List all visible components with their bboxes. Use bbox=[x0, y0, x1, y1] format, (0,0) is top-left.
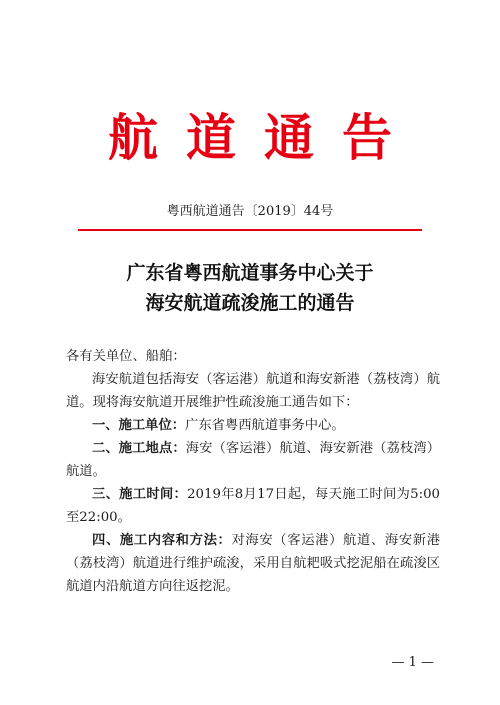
intro-paragraph: 海安航道包括海安（客运港）航道和海安新港（荔枝湾）航道。现将海安航道开展维护性疏浚施工通告如下： bbox=[66, 372, 440, 410]
notice-body bbox=[66, 345, 440, 598]
section-heading: 四、施工内容和方法： bbox=[92, 533, 232, 548]
red-divider-line bbox=[78, 229, 422, 231]
section-text: 对海安（客运港）航道、海安新港（荔枝湾）航道进行维护疏浚，采用自航耙吸式挖泥船在疏浚区航道内沿航道方向往返挖泥。 bbox=[66, 533, 441, 594]
section-text: 海安（客运港）航道、海安新港（荔枝湾）航道。 bbox=[66, 441, 441, 479]
section-text: 广东省粤西航道事务中心。 bbox=[185, 418, 345, 433]
masthead-title: 航道通告 bbox=[108, 108, 420, 167]
salutation: 各有关单位、船舶： bbox=[66, 349, 186, 364]
notice-title-line-2: 海安航道疏浚施工的通告 bbox=[145, 292, 355, 314]
section-construction-time bbox=[66, 483, 440, 529]
section-heading: 三、施工时间： bbox=[92, 487, 188, 502]
section-text: 2019年8月17日起，每天施工时间为5:00至22:00。 bbox=[66, 487, 440, 525]
section-heading: 二、施工地点： bbox=[92, 441, 186, 456]
section-construction-unit bbox=[66, 414, 440, 437]
section-heading: 一、施工单位： bbox=[92, 418, 186, 433]
document-number: 粤西航道通告〔2019〕44号 bbox=[166, 204, 334, 219]
section-construction-content bbox=[66, 529, 440, 598]
page-number: — 1 — bbox=[391, 655, 434, 670]
notice-title-line-1: 广东省粤西航道事务中心关于 bbox=[126, 262, 374, 284]
notice-title bbox=[0, 258, 500, 318]
section-construction-location bbox=[66, 437, 440, 483]
